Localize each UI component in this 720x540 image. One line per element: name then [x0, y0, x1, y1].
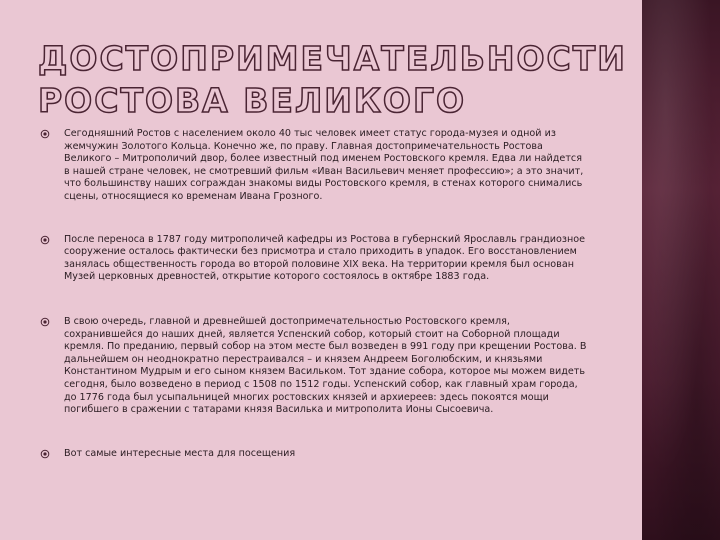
slide-title	[38, 38, 627, 122]
title-line-1: ДОСТОПРИМЕЧАТЕЛЬНОСТИ	[38, 39, 627, 78]
circled-bullet-icon	[40, 235, 50, 245]
title-line-2: РОСТОВА ВЕЛИКОГО	[38, 81, 467, 120]
circled-bullet-icon	[40, 129, 50, 139]
list-item	[40, 128, 588, 204]
list-item	[40, 448, 588, 461]
list-item	[40, 234, 588, 284]
paragraph-text: В свою очередь, главной и древнейшей достопримечательностью Ростовского кремля, сохранившейся до наших дней, является Успенский собор, который стоит на Соборной площади кремля. По преданию, первый собор на этом месте был возведен в 991 году при крещении Ростова. В дальнейшем он неоднократно перестраивался – и князем Андреем Боголюбским, и князьями Константином Мудрым и его сыном князем Васильком. Тот здание собора, которое мы можем видеть сегодня, было возведено в период с 1508 по 1512 годы. Успенский собор, как главный храм города, до 1776 года был усыпальницей многих ростовских князей и архиереев: здесь покоятся мощи погибшего в сражении с татарами князя Василька и митрополита Ионы Сысоевича.	[64, 315, 587, 416]
circled-bullet-icon	[40, 449, 50, 459]
decorative-side-panel	[642, 0, 720, 540]
paragraph-text: Вот самые интересные места для посещения	[64, 447, 296, 459]
paragraph-text: Сегодняшний Ростов с населением около 40 тыс человек имеет статус города-музея и одной из жемчужин Золотого Кольца. Конечно же, по праву. Главная достопримечательность Ростова Великого – Митрополичий двор, более известный под именем Ростовского кремля. Едва ли найдется в нашей стране человек, не смотревший фильм «Иван Васильевич меняет профессию»; а это значит, что большинству наших сограждан знакомы виды Ростовского кремля, в стенах которого снимались сцены, относящиеся ко временам Ивана Грозного.	[64, 128, 584, 202]
circled-bullet-icon	[40, 317, 50, 327]
paragraph-text: После переноса в 1787 году митрополичей кафедры из Ростова в губернский Ярославль грандиозное сооружение осталось фактически без присмотра и стало приходить в упадок. Его восстановлением занялась общественность города во второй половине XIX века. На территории кремля был основан Музей церковных древностей, открытие которого состоялось в октябре 1883 года.	[64, 233, 586, 283]
list-item	[40, 316, 588, 417]
bullet-list	[40, 128, 588, 460]
